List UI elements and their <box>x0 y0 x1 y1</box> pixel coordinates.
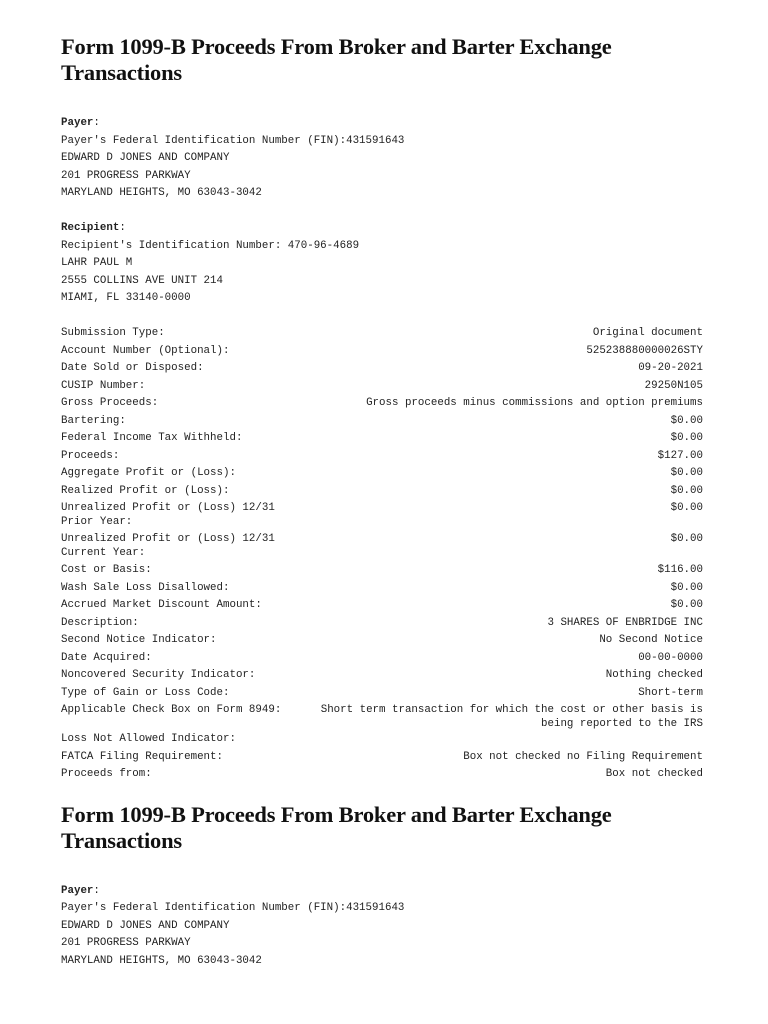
detail-row-date-sold <box>61 360 703 378</box>
recipient-address-line2: MIAMI, FL 33140-0000 <box>61 292 191 304</box>
detail-key: Type of Gain or Loss Code: <box>61 686 230 699</box>
detail-key: Gross Proceeds: <box>61 397 159 409</box>
detail-row-proceeds <box>61 448 703 466</box>
detail-key: Description: <box>61 616 139 629</box>
detail-row-noncovered-security <box>61 667 703 685</box>
detail-key: Proceeds from: <box>61 768 152 780</box>
detail-key: Date Acquired: <box>61 651 152 664</box>
recipient-block <box>61 220 703 308</box>
detail-key: Bartering: <box>61 414 126 427</box>
detail-value: Nothing checked <box>605 669 703 681</box>
detail-row-cusip <box>61 378 703 396</box>
detail-key: Account Number (Optional): <box>61 344 230 357</box>
recipient-label-line: Recipient: <box>61 222 126 234</box>
payer-label-line: Payer: <box>61 117 100 129</box>
detail-key: Applicable Check Box on Form 8949: <box>61 704 282 716</box>
payer-address-line1: 201 PROGRESS PARKWAY <box>61 937 191 949</box>
detail-row-federal-tax-withheld <box>61 430 703 448</box>
detail-key: Cost or Basis: <box>61 564 152 576</box>
detail-key: Proceeds: <box>61 449 120 462</box>
detail-value: $0.00 <box>670 414 703 427</box>
detail-value: Gross proceeds minus commissions and option premiums <box>366 397 703 409</box>
payer-block <box>61 883 703 971</box>
detail-row-accrued-market-discount <box>61 597 703 615</box>
detail-value: $0.00 <box>670 432 703 444</box>
detail-value: $0.00 <box>670 467 703 479</box>
detail-key: Date Sold or Disposed: <box>61 362 204 374</box>
form-title: Form 1099-B Proceeds From Broker and Barter Exchange Transactions <box>61 34 612 85</box>
detail-key: Second Notice Indicator: <box>61 634 217 646</box>
detail-value: Short-term <box>638 686 703 699</box>
detail-value: 29250N105 <box>644 379 703 392</box>
detail-key: Unrealized Profit or (Loss) 12/31 Current Year: <box>61 533 275 559</box>
detail-value: $116.00 <box>657 564 703 576</box>
recipient-id: Recipient's Identification Number: 470-96-4689 <box>61 239 360 252</box>
payer-block <box>61 115 703 203</box>
detail-row-cost-basis <box>61 562 703 580</box>
detail-value: Short term transaction for which the cost or other basis is being reported to the IRS <box>320 704 703 730</box>
detail-key: Unrealized Profit or (Loss) 12/31 Prior Year: <box>61 502 275 528</box>
payer-name: EDWARD D JONES AND COMPANY <box>61 152 230 164</box>
payer-label-line: Payer: <box>61 884 100 897</box>
detail-row-unrealized-prior-year <box>61 500 703 531</box>
recipient-name: LAHR PAUL M <box>61 257 133 269</box>
detail-value: $0.00 <box>670 581 703 594</box>
detail-key: Submission Type: <box>61 327 165 339</box>
payer-label: Payer <box>61 884 94 897</box>
detail-row-fatca <box>61 749 703 767</box>
document-page <box>61 34 703 988</box>
payer-address-line2: MARYLAND HEIGHTS, MO 63043-3042 <box>61 954 262 967</box>
detail-value: $0.00 <box>670 502 703 514</box>
payer-address-line1: 201 PROGRESS PARKWAY <box>61 169 191 182</box>
detail-row-second-notice <box>61 632 703 650</box>
detail-value: $0.00 <box>670 599 703 611</box>
detail-value: $127.00 <box>657 449 703 462</box>
detail-row-loss-not-allowed <box>61 731 703 749</box>
detail-value: 00-00-0000 <box>638 651 703 664</box>
detail-row-gain-loss-code <box>61 685 703 703</box>
detail-value: Original document <box>592 327 703 339</box>
detail-row-aggregate-profit <box>61 465 703 483</box>
detail-key: Loss Not Allowed Indicator: <box>61 733 236 745</box>
payer-label: Payer <box>61 117 94 129</box>
payer-address-line2: MARYLAND HEIGHTS, MO 63043-3042 <box>61 187 262 199</box>
detail-value: 3 SHARES OF ENBRIDGE INC <box>547 616 703 629</box>
detail-key: Federal Income Tax Withheld: <box>61 432 243 444</box>
detail-row-submission-type <box>61 325 703 343</box>
detail-key: CUSIP Number: <box>61 379 146 392</box>
detail-key: Accrued Market Discount Amount: <box>61 599 262 611</box>
detail-key: Aggregate Profit or (Loss): <box>61 467 236 479</box>
detail-value: No Second Notice <box>599 634 703 646</box>
detail-value: 09-20-2021 <box>638 362 703 374</box>
payer-fin: Payer's Federal Identification Number (FIN):431591643 <box>61 134 405 147</box>
detail-value: Box not checked no Filing Requirement <box>463 750 703 763</box>
recipient-address-line1: 2555 COLLINS AVE UNIT 214 <box>61 274 223 287</box>
detail-row-gross-proceeds <box>61 395 703 413</box>
detail-value: Box not checked <box>605 768 703 780</box>
payer-name: EDWARD D JONES AND COMPANY <box>61 919 230 932</box>
detail-row-wash-sale <box>61 580 703 598</box>
detail-value: 525238880000026STY <box>586 344 703 357</box>
detail-row-description <box>61 615 703 633</box>
detail-key: Wash Sale Loss Disallowed: <box>61 581 230 594</box>
detail-row-date-acquired <box>61 650 703 668</box>
detail-row-form-8949-checkbox <box>61 702 703 731</box>
recipient-label: Recipient <box>61 222 120 234</box>
form-title: Form 1099-B Proceeds From Broker and Barter Exchange Transactions <box>61 801 612 853</box>
detail-row-bartering <box>61 413 703 431</box>
detail-row-unrealized-current-year <box>61 531 703 562</box>
detail-row-proceeds-from <box>61 766 703 784</box>
detail-row-account-number <box>61 343 703 361</box>
detail-key: FATCA Filing Requirement: <box>61 750 223 763</box>
detail-value: $0.00 <box>670 533 703 545</box>
detail-key: Noncovered Security Indicator: <box>61 669 256 681</box>
detail-row-realized-profit <box>61 483 703 501</box>
transaction-details <box>61 325 703 784</box>
payer-fin: Payer's Federal Identification Number (FIN):431591643 <box>61 902 405 914</box>
second-form-section <box>61 802 703 971</box>
detail-value: $0.00 <box>670 484 703 497</box>
detail-key: Realized Profit or (Loss): <box>61 484 230 497</box>
